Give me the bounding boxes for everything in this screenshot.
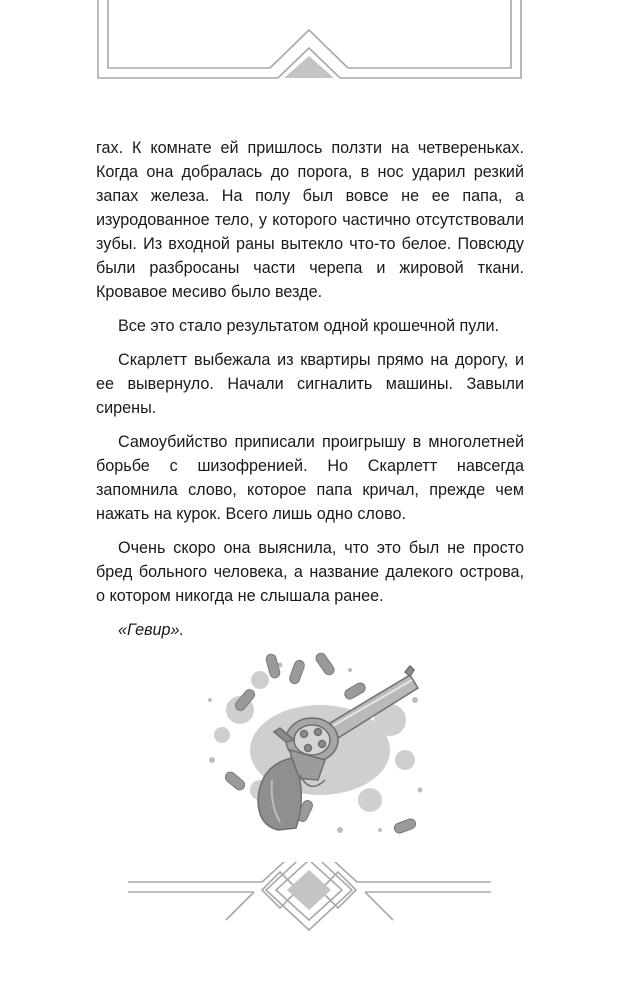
paragraph: Скарлетт выбежала из квартиры прямо на дорогу, и ее вывернуло. Начали сигналить машины. Завыли сирены.	[96, 351, 524, 417]
revolver-illustration-icon	[200, 640, 430, 850]
body-text	[96, 136, 524, 652]
paragraph: Самоубийство приписали проигрышу в многолетней борьбе с шизофренией. Но Скарлетт навсегда запомнила слово, которое папа кричал, прежде чем нажать на курок. Всего лишь одно слово.	[96, 433, 524, 523]
top-frame-ornament-icon	[0, 0, 619, 90]
bottom-divider-ornament-icon	[0, 862, 619, 952]
paragraph: гах. К комнате ей пришлось ползти на четвереньках. Когда она добралась до порога, в нос ударил резкий запах железа. На полу был вовсе не ее папа, а изуродованное тело, у которого частично отсутствовали зубы. Из входной раны вытекло что-то белое. Повсюду были разбросаны части черепа и жировой ткани. Кровавое месиво было везде.	[96, 139, 524, 301]
paragraph: Все это стало результатом одной крошечной пули.	[118, 317, 499, 335]
paragraph-quote: «Гевир».	[118, 621, 185, 639]
paragraph: Очень скоро она выяснила, что это был не просто бред больного человека, а название далекого острова, о котором никогда не слышала ранее.	[96, 539, 524, 605]
